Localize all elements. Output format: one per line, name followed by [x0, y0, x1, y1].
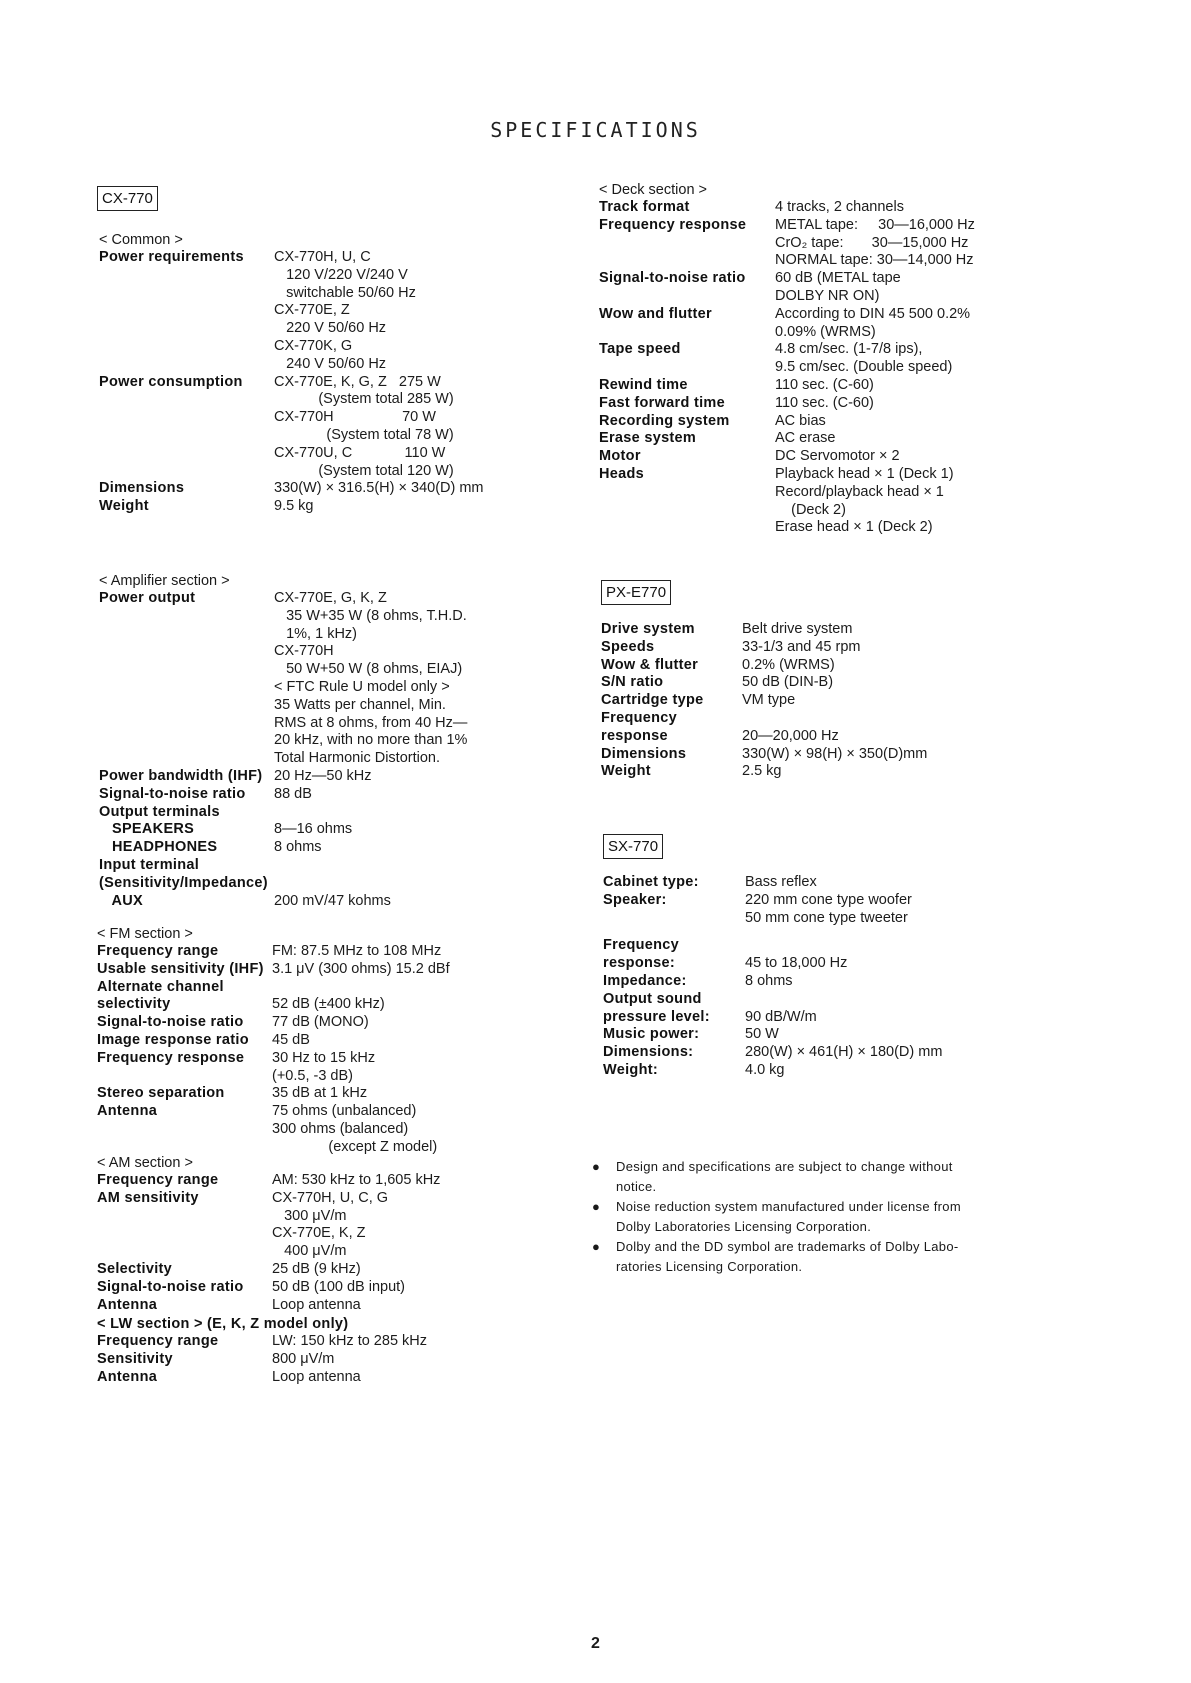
spec-label: Erase system	[599, 430, 697, 447]
spec-label: Antenna	[97, 1368, 158, 1385]
spec-row	[601, 674, 1071, 692]
spec-value: Bass reflex	[745, 874, 817, 890]
spec-value: 110 sec. (C-60)	[775, 376, 874, 393]
deck-section-heading: < Deck section >	[599, 182, 707, 198]
spec-label: Power consumption	[99, 373, 243, 390]
deck-section	[599, 181, 1069, 537]
spec-value: 220 mm cone type woofer 50 mm cone type tweeter	[745, 891, 912, 926]
spec-row	[599, 466, 1069, 537]
spec-label: Power output	[99, 590, 196, 606]
bullet-icon: ●	[592, 1239, 601, 1254]
amplifier-spec-list	[99, 590, 529, 910]
spec-value: METAL tape: 30—16,000 Hz CrO₂ tape: 30—15,000 Hz NORMAL tape: 30—14,000 Hz	[775, 216, 975, 269]
spec-row	[599, 448, 1069, 466]
cx770-column	[97, 186, 527, 211]
spec-label: AM sensitivity	[97, 1189, 199, 1206]
spec-label: Signal-to-noise ratio	[97, 1278, 244, 1295]
spec-value: 50 dB (100 dB input)	[272, 1278, 406, 1295]
spec-value: 45 to 18,000 Hz	[745, 955, 848, 972]
spec-label: Alternate channel	[97, 978, 224, 995]
spec-value: 4.0 kg	[745, 1061, 785, 1078]
spec-value: 330(W) × 316.5(H) × 340(D) mm	[274, 480, 484, 497]
spec-row	[599, 395, 1069, 413]
pxe770-spec-list	[601, 621, 1071, 781]
notes-list	[592, 1157, 1042, 1277]
spec-row	[99, 768, 529, 786]
spec-row	[97, 1085, 537, 1103]
spec-row	[603, 1009, 1073, 1027]
spec-row	[599, 377, 1069, 395]
spec-row	[97, 1333, 537, 1351]
spec-value: 52 dB (±400 kHz)	[272, 996, 385, 1013]
spec-row	[603, 927, 1073, 937]
spec-row	[603, 892, 1073, 928]
spec-row	[99, 821, 529, 839]
note-item	[592, 1237, 1042, 1277]
spec-row	[97, 1297, 537, 1315]
spec-label: Frequency range	[97, 1172, 219, 1188]
spec-label: Dimensions:	[603, 1044, 694, 1061]
pxe770-model-box: PX-E770	[601, 580, 671, 605]
cx770-amplifier	[99, 572, 529, 910]
spec-row	[603, 991, 1073, 1009]
spec-value: FM: 87.5 MHz to 108 MHz	[272, 943, 442, 959]
note-text: Design and specifications are subject to change without notice.	[616, 1159, 953, 1194]
spec-row	[99, 374, 529, 481]
spec-row	[599, 430, 1069, 448]
deck-spec-list	[599, 199, 1069, 537]
spec-value: CX-770H, U, C 120 V/220 V/240 V switchable 50/60 Hz CX-770E, Z 220 V 50/60 Hz CX-770K, G 240 V 50/60 Hz	[274, 249, 416, 372]
page-number: 2	[591, 1635, 600, 1652]
spec-label: selectivity	[97, 996, 171, 1013]
spec-value: CX-770E, G, K, Z 35 W+35 W (8 ohms, T.H.D. 1%, 1 kHz) CX-770H 50 W+50 W (8 ohms, EIAJ) < FTC Rule U model only > 35 Watts per channel, Min. RMS at 8 ohms, from 40 Hz— 20 kHz, with no more than 1% Total Harmonic Distortion.	[274, 590, 468, 767]
sx770-model-box: SX-770	[603, 834, 663, 859]
spec-label: Fast forward time	[599, 394, 725, 411]
spec-value: 20 Hz—50 kHz	[274, 767, 372, 784]
spec-label: Image response ratio	[97, 1031, 249, 1048]
spec-value: 280(W) × 461(H) × 180(D) mm	[745, 1044, 943, 1061]
spec-label: Music power:	[603, 1026, 700, 1043]
spec-row	[601, 763, 1071, 781]
spec-value: 35 dB at 1 kHz	[272, 1085, 368, 1102]
spec-row	[603, 874, 1073, 892]
spec-row	[601, 692, 1071, 710]
spec-row	[97, 996, 537, 1014]
spec-value: 800 μV/m	[272, 1350, 335, 1367]
spec-label: Usable sensitivity (IHF)	[97, 960, 264, 977]
spec-value: CX-770E, K, G, Z 275 W (System total 285 W) CX-770H 70 W (System total 78 W) CX-770U, C 110 W (System total 120 W)	[274, 373, 454, 479]
spec-label: Power bandwidth (IHF)	[99, 767, 263, 784]
spec-label: Output terminals	[99, 803, 220, 820]
spec-row	[599, 413, 1069, 431]
spec-value: 4.8 cm/sec. (1-7/8 ips), 9.5 cm/sec. (Double speed)	[775, 341, 953, 376]
spec-row	[601, 657, 1071, 675]
spec-row	[601, 621, 1071, 639]
spec-label: response	[601, 727, 668, 744]
cx770-model-box: CX-770	[97, 186, 158, 211]
spec-value: Belt drive system	[742, 621, 853, 637]
spec-row	[601, 639, 1071, 657]
spec-label: Frequency response	[599, 216, 747, 233]
spec-label: Stereo separation	[97, 1085, 225, 1102]
spec-row	[603, 973, 1073, 991]
spec-value: 4 tracks, 2 channels	[775, 199, 904, 215]
spec-row	[97, 1050, 537, 1086]
spec-label: Weight	[99, 498, 149, 515]
spec-label: Output sound	[603, 990, 702, 1007]
fm-section-heading: < FM section >	[97, 926, 193, 942]
spec-label: Signal-to-noise ratio	[97, 1014, 244, 1031]
spec-value: 9.5 kg	[274, 498, 314, 515]
sx770-spec-list	[603, 874, 1073, 1080]
spec-label: Selectivity	[97, 1260, 173, 1277]
pxe770-section	[601, 580, 1071, 605]
spec-row	[97, 1279, 537, 1297]
note-item	[592, 1157, 1042, 1197]
spec-label: S/N ratio	[601, 674, 664, 691]
note-text: Dolby and the DD symbol are trademarks of Dolby Labo- ratories Licensing Corporation.	[616, 1239, 959, 1274]
spec-row	[99, 857, 529, 875]
spec-value: 25 dB (9 kHz)	[272, 1260, 361, 1277]
spec-value: 77 dB (MONO)	[272, 1014, 369, 1031]
spec-label: Motor	[599, 448, 641, 465]
spec-label: Impedance:	[603, 972, 687, 989]
spec-label: Signal-to-noise ratio	[599, 270, 746, 287]
spec-label: Frequency range	[97, 943, 219, 959]
am-spec-list	[97, 1172, 537, 1314]
cx770-lw	[97, 1315, 537, 1386]
spec-row	[97, 1190, 537, 1261]
spec-value: 33-1/3 and 45 rpm	[742, 638, 861, 655]
spec-row	[599, 270, 1069, 306]
spec-label: response:	[603, 955, 675, 972]
spec-row	[97, 943, 537, 961]
spec-row	[99, 498, 529, 516]
spec-row	[97, 1351, 537, 1369]
spec-value: 8—16 ohms	[274, 821, 353, 838]
page-title: SPECIFICATIONS	[490, 118, 701, 142]
bullet-icon: ●	[592, 1159, 601, 1174]
spec-value: 90 dB/W/m	[745, 1008, 817, 1025]
spec-label: Speeds	[601, 638, 655, 655]
spec-row	[99, 590, 529, 768]
spec-label: Frequency range	[97, 1333, 219, 1349]
spec-row	[99, 786, 529, 804]
spec-row	[97, 1103, 537, 1156]
note-item	[592, 1197, 1042, 1237]
amplifier-section-heading: < Amplifier section >	[99, 573, 230, 589]
spec-row	[97, 1261, 537, 1279]
spec-row	[99, 480, 529, 498]
fm-spec-list	[97, 943, 537, 1157]
spec-value: AC erase	[775, 430, 836, 447]
spec-row	[603, 1062, 1073, 1080]
spec-value: 110 sec. (C-60)	[775, 394, 874, 411]
common-spec-list	[99, 249, 529, 516]
spec-label: Dimensions	[601, 745, 687, 762]
spec-value: 88 dB	[274, 785, 312, 802]
spec-value: 8 ohms	[745, 972, 793, 989]
spec-value: 330(W) × 98(H) × 350(D)mm	[742, 745, 928, 762]
spec-row	[603, 1026, 1073, 1044]
spec-row	[599, 217, 1069, 270]
spec-row	[603, 1044, 1073, 1062]
spec-label: Wow & flutter	[601, 656, 699, 673]
bullet-icon: ●	[592, 1199, 601, 1214]
cx770-common	[99, 231, 529, 516]
spec-value: 60 dB (METAL tape DOLBY NR ON)	[775, 270, 901, 304]
spec-label: Antenna	[97, 1103, 158, 1120]
spec-row	[99, 804, 529, 822]
spec-label: Track format	[599, 199, 690, 215]
spec-label: Input terminal	[99, 856, 200, 873]
spec-row	[97, 961, 537, 979]
spec-row	[601, 728, 1071, 746]
spec-label: pressure level:	[603, 1008, 710, 1025]
spec-row	[97, 1172, 537, 1190]
note-text: Noise reduction system manufactured under license from Dolby Laboratories Licensing Corporation.	[616, 1199, 961, 1234]
spec-value: Loop antenna	[272, 1296, 361, 1313]
spec-label: Wow and flutter	[599, 305, 712, 322]
lw-spec-list	[97, 1333, 537, 1386]
spec-row	[99, 875, 529, 893]
spec-label: Frequency	[603, 937, 680, 954]
spec-value: 3.1 μV (300 ohms) 15.2 dBf	[272, 960, 450, 977]
spec-value: 50 W	[745, 1026, 779, 1043]
spec-value: Playback head × 1 (Deck 1) Record/playback head × 1 (Deck 2) Erase head × 1 (Deck 2)	[775, 465, 954, 536]
spec-row	[601, 710, 1071, 728]
spec-value: 200 mV/47 kohms	[274, 892, 391, 909]
spec-row	[97, 1369, 537, 1387]
spec-value: LW: 150 kHz to 285 kHz	[272, 1333, 428, 1349]
spec-row	[603, 955, 1073, 973]
pxe770-specs	[601, 621, 1071, 781]
spec-label: Cabinet type:	[603, 874, 699, 890]
am-section-heading: < AM section >	[97, 1155, 193, 1171]
spec-label: AUX	[99, 892, 143, 909]
spec-value: 8 ohms	[274, 839, 322, 856]
spec-label: Cartridge type	[601, 692, 704, 709]
spec-label	[603, 927, 745, 937]
spec-label: SPEAKERS	[99, 821, 195, 838]
spec-label: HEADPHONES	[99, 839, 218, 856]
spec-value: CX-770H, U, C, G 300 μV/m CX-770E, K, Z 400 μV/m	[272, 1189, 389, 1260]
spec-value: Loop antenna	[272, 1368, 361, 1385]
spec-row	[99, 249, 529, 374]
cx770-am	[97, 1154, 537, 1314]
spec-value: 20—20,000 Hz	[742, 727, 839, 744]
lw-section-heading: < LW section > (E, K, Z model only)	[97, 1316, 349, 1332]
spec-value: AC bias	[775, 412, 826, 429]
spec-label: Tape speed	[599, 341, 681, 358]
spec-label: Speaker:	[603, 891, 667, 908]
spec-label: Dimensions	[99, 480, 185, 497]
sx770-specs	[603, 874, 1073, 1080]
spec-value: 45 dB	[272, 1031, 310, 1048]
spec-value: 75 ohms (unbalanced) 300 ohms (balanced) (except Z model)	[272, 1103, 438, 1155]
spec-label: Power requirements	[99, 249, 244, 265]
spec-value: 0.2% (WRMS)	[742, 656, 835, 673]
spec-value: VM type	[742, 692, 796, 709]
spec-value: 2.5 kg	[742, 763, 782, 780]
common-section-heading: < Common >	[99, 232, 183, 248]
spec-row	[603, 937, 1073, 955]
cx770-fm	[97, 925, 537, 1157]
spec-label: Rewind time	[599, 376, 688, 393]
sx770-section	[603, 834, 1073, 859]
spec-label: Weight:	[603, 1061, 658, 1078]
spec-value: According to DIN 45 500 0.2% 0.09% (WRMS)	[775, 305, 971, 340]
spec-value: 50 dB (DIN-B)	[742, 674, 834, 691]
spec-value: AM: 530 kHz to 1,605 kHz	[272, 1172, 441, 1188]
spec-label: Drive system	[601, 621, 695, 637]
spec-label: Frequency response	[97, 1049, 245, 1066]
spec-label: Weight	[601, 763, 651, 780]
spec-label: Heads	[599, 465, 645, 482]
spec-row	[599, 199, 1069, 217]
spec-row	[99, 893, 529, 911]
spec-row	[599, 306, 1069, 342]
spec-row	[99, 839, 529, 857]
spec-value: 30 Hz to 15 kHz (+0.5, -3 dB)	[272, 1049, 376, 1084]
spec-row	[97, 1032, 537, 1050]
spec-row	[97, 979, 537, 997]
spec-row	[601, 746, 1071, 764]
spec-row	[599, 341, 1069, 377]
spec-label: (Sensitivity/Impedance)	[99, 874, 268, 891]
spec-label: Signal-to-noise ratio	[99, 785, 246, 802]
spec-row	[97, 1014, 537, 1032]
spec-label: Sensitivity	[97, 1350, 173, 1367]
spec-label: Antenna	[97, 1296, 158, 1313]
spec-label: Frequency	[601, 709, 678, 726]
spec-label: Recording system	[599, 412, 730, 429]
spec-value: DC Servomotor × 2	[775, 448, 900, 465]
